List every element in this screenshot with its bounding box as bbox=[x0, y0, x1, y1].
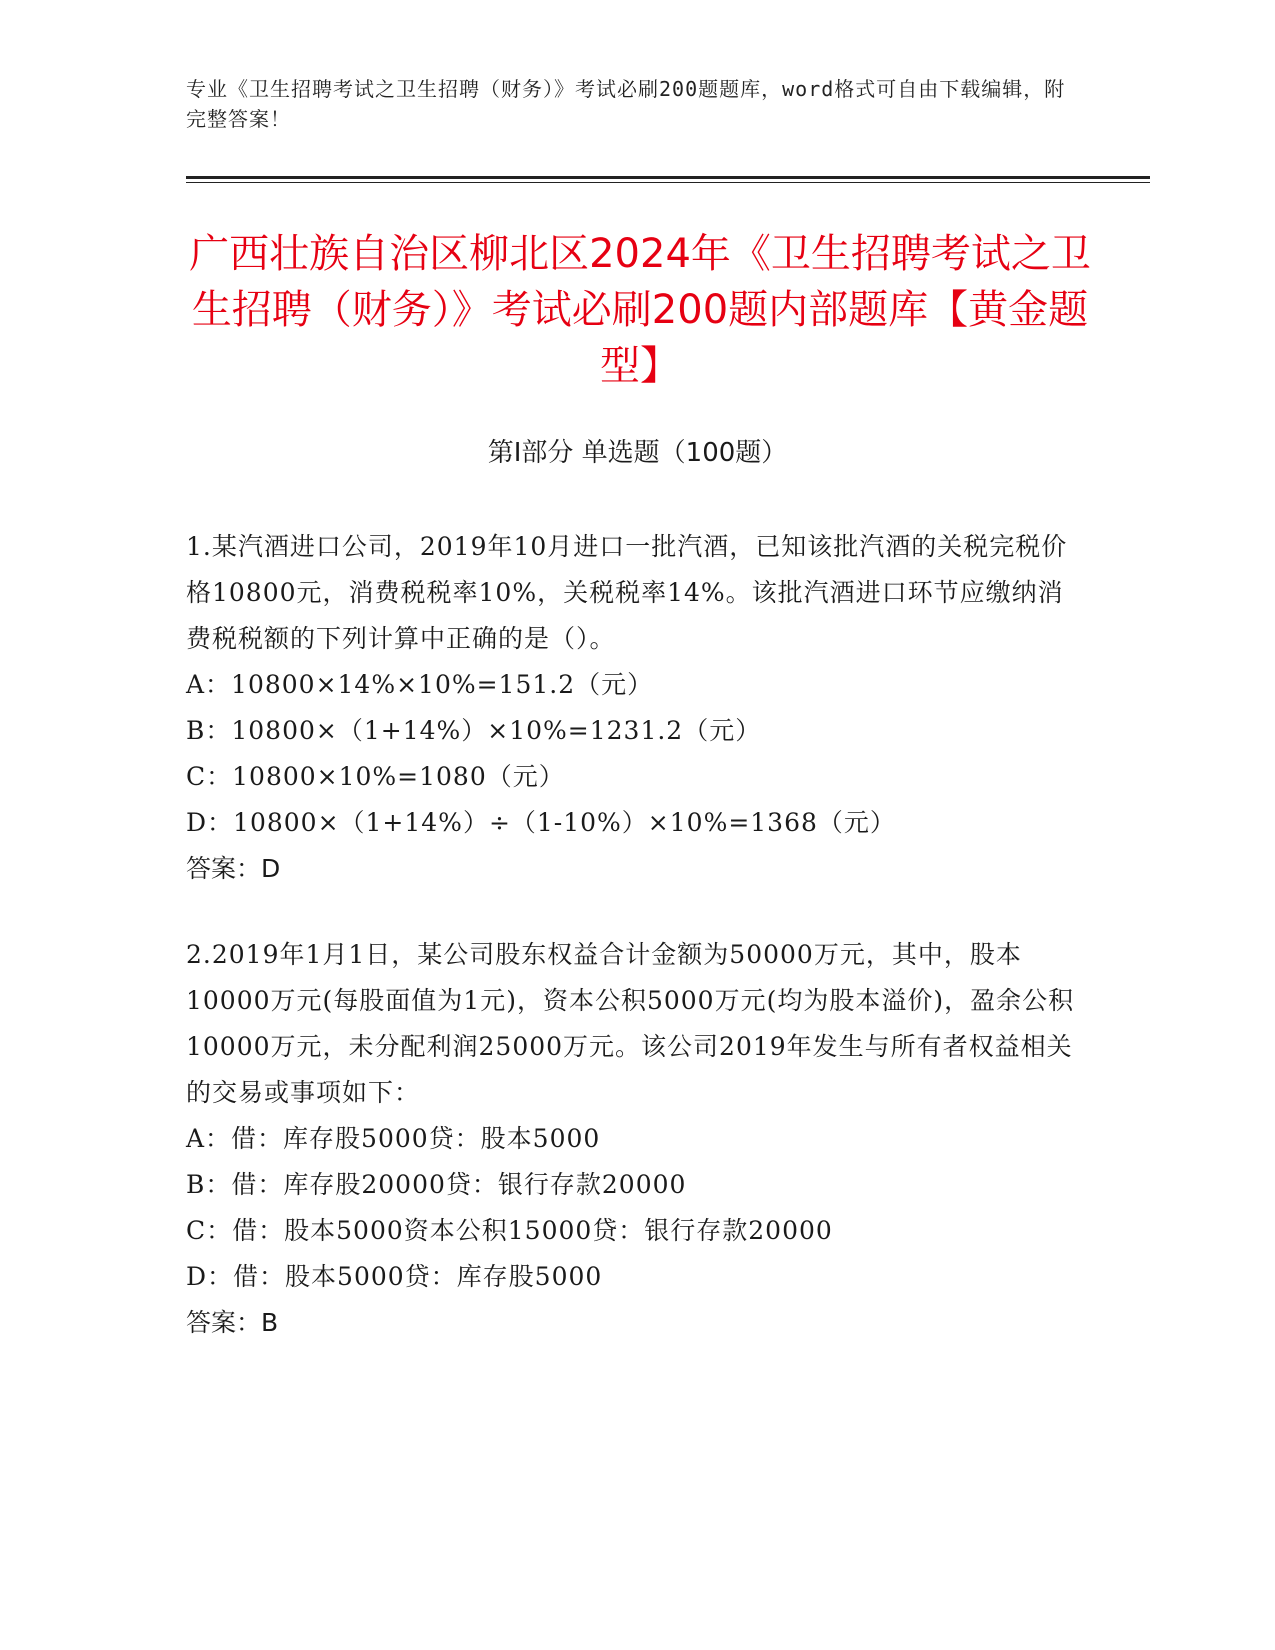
option-b: B：借：库存股20000贷：银行存款20000 bbox=[186, 1170, 687, 1199]
answer: 答案：D bbox=[186, 854, 281, 883]
option-d: D：借：股本5000贷：库存股5000 bbox=[186, 1262, 603, 1291]
header-divider-thick bbox=[186, 176, 1150, 179]
option-b: B：10800×（1+14%）×10%=1231.2（元） bbox=[186, 716, 762, 745]
header-divider-thin bbox=[186, 182, 1150, 183]
option-c: C：借：股本5000资本公积15000贷：银行存款20000 bbox=[186, 1216, 833, 1245]
intro-text: 专业《卫生招聘考试之卫生招聘（财务）》考试必刷200题题库，word格式可自由下载编辑，附完整答案！ bbox=[186, 77, 1066, 131]
section-title: 第I部分 单选题（100题） bbox=[487, 438, 788, 468]
question-1 bbox=[186, 524, 1086, 892]
answer: 答案：B bbox=[186, 1308, 279, 1337]
option-a: A：10800×14%×10%=151.2（元） bbox=[186, 670, 654, 699]
question-stem: 1.某汽酒进口公司，2019年10月进口一批汽酒，已知该批汽酒的关税完税价格10800元，消费税税率10%，关税税率14%。该批汽酒进口环节应缴纳消费税税额的下列计算中正确的是（）。 bbox=[186, 532, 1068, 653]
question-2 bbox=[186, 932, 1086, 1346]
question-stem: 2.2019年1月1日，某公司股东权益合计金额为50000万元，其中，股本10000万元(每股面值为1元)，资本公积5000万元(均为股本溢价)，盈余公积10000万元，未分配利润25000万元。该公司2019年发生与所有者权益相关的交易或事项如下： bbox=[186, 940, 1075, 1107]
option-c: C：10800×10%=1080（元） bbox=[186, 762, 565, 791]
option-d: D：10800×（1+14%）÷（1-10%）×10%=1368（元） bbox=[186, 808, 896, 837]
option-a: A：借：库存股5000贷：股本5000 bbox=[186, 1124, 601, 1153]
document-title: 广西壮族自治区柳北区2024年《卫生招聘考试之卫生招聘（财务）》考试必刷200题内部题库【黄金题型】 bbox=[189, 231, 1091, 389]
